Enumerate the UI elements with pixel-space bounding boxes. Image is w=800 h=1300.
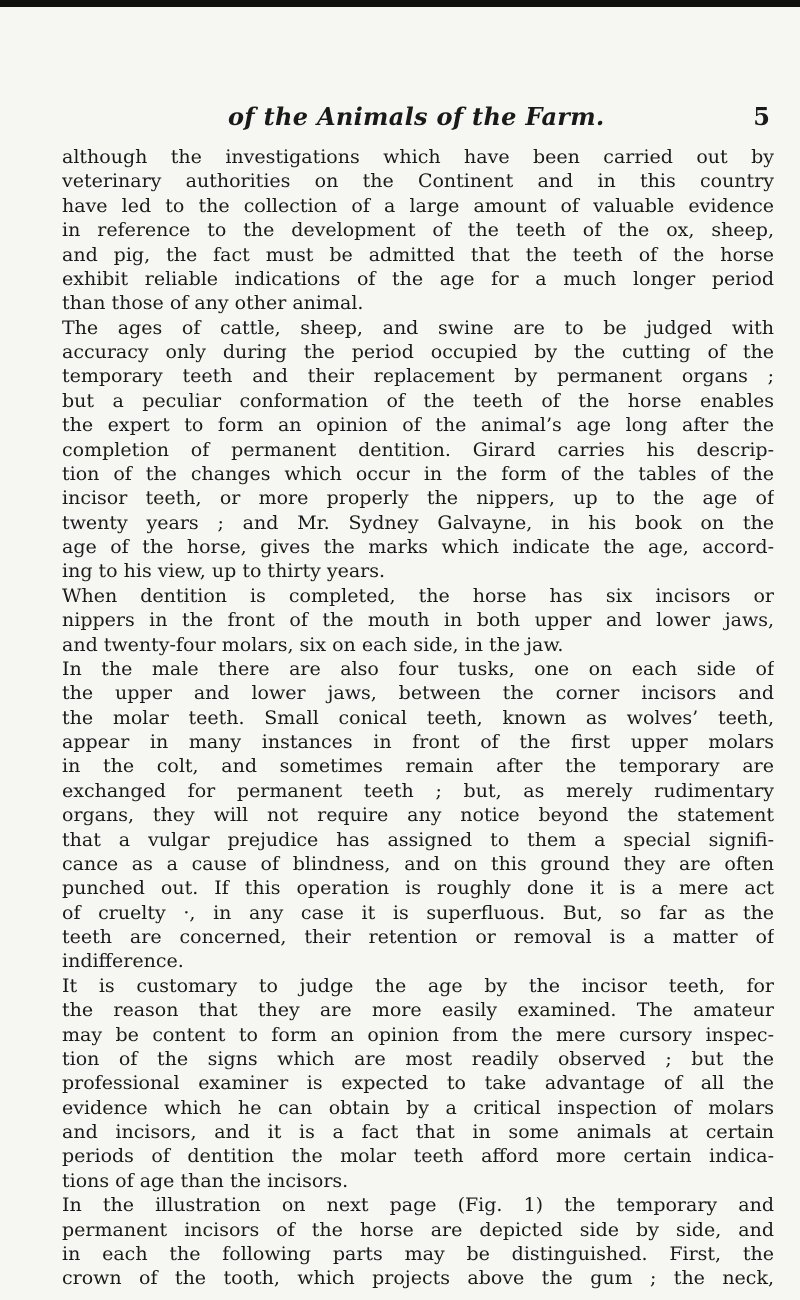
body-text (62, 145, 774, 1291)
text-line: completion of permanent dentition. Girard carries his descrip- (62, 438, 774, 461)
text-line: twenty years ; and Mr. Sydney Galvayne, in his book on the (62, 511, 774, 534)
text-line: than those of any other animal. (62, 292, 364, 315)
text-line: incisor teeth, or more properly the nippers, up to the age of (62, 487, 774, 510)
text-line: temporary teeth and their replacement by permanent organs ; (62, 365, 774, 388)
running-title: of the Animals of the Farm. (228, 102, 605, 131)
text-line: although the investigations which have been carried out by (62, 146, 774, 168)
text-line: ing to his view, up to thirty years. (62, 560, 386, 583)
running-head (62, 102, 774, 132)
text-line: tion of the signs which are most readily observed ; but the (62, 1047, 774, 1070)
text-line: and twenty-four molars, six on each side, in the jaw. (62, 633, 564, 656)
text-line: It is customary to judge the age by the incisor teeth, for (62, 974, 774, 997)
text-line: The ages of cattle, sheep, and swine are to be judged with (62, 316, 774, 339)
text-line: exhibit reliable indications of the age for a much longer period (62, 267, 774, 290)
text-line: teeth are concerned, their retention or removal is a matter of (62, 926, 774, 948)
text-line: and incisors, and it is a fact that in some animals at certain (62, 1121, 774, 1143)
text-line: professional examiner is expected to take advantage of all the (62, 1072, 774, 1095)
top-edge-rule (0, 0, 800, 7)
text-line: indifference. (62, 950, 184, 973)
text-line: punched out. If this operation is roughly done it is a mere act (62, 877, 774, 900)
text-line: have led to the collection of a large amount of valuable evidence (62, 194, 774, 217)
text-line: in the colt, and sometimes remain after the temporary are (62, 755, 774, 778)
text-line: crown of the tooth, which projects above the gum ; the neck, (62, 1267, 774, 1290)
text-line: In the illustration on next page (Fig. 1) the temporary and (62, 1194, 774, 1217)
text-line: organs, they will not require any notice beyond the statement (62, 804, 774, 827)
text-line: but a peculiar conformation of the teeth of the horse enables (62, 389, 774, 412)
text-line: evidence which he can obtain by a critical inspection of molars (62, 1096, 774, 1119)
text-line: periods of dentition the molar teeth afford more certain indica- (62, 1145, 774, 1168)
text-line: exchanged for permanent teeth ; but, as merely rudimentary (62, 779, 774, 802)
page-number: 5 (753, 102, 770, 131)
text-line: of cruelty ·, in any case it is superfluous. But, so far as the (62, 901, 774, 924)
text-line: tions of age than the incisors. (62, 1169, 349, 1192)
text-line: may be content to form an opinion from the mere cursory inspec- (62, 1023, 774, 1046)
text-line: nippers in the front of the mouth in both upper and lower jaws, (62, 609, 774, 632)
text-line: that a vulgar prejudice has assigned to them a special signifi- (62, 828, 774, 851)
text-line: veterinary authorities on the Continent and in this country (62, 170, 774, 193)
text-line: cance as a cause of blindness, and on this ground they are often (62, 852, 774, 875)
text-line: the molar teeth. Small conical teeth, known as wolves’ teeth, (62, 706, 774, 729)
text-line: In the male there are also four tusks, one on each side of (62, 657, 774, 680)
text-line: in each the following parts may be distinguished. First, the (62, 1242, 774, 1265)
text-line: accuracy only during the period occupied by the cutting of the (62, 341, 774, 363)
text-line: When dentition is completed, the horse has six incisors or (62, 584, 774, 607)
text-line: the upper and lower jaws, between the corner incisors and (62, 682, 774, 705)
text-line: permanent incisors of the horse are depicted side by side, and (62, 1218, 774, 1241)
text-line: and pig, the fact must be admitted that the teeth of the horse (62, 243, 774, 266)
text-line: tion of the changes which occur in the form of the tables of the (62, 462, 774, 485)
text-line: in reference to the development of the teeth of the ox, sheep, (62, 219, 774, 242)
text-line: the reason that they are more easily examined. The amateur (62, 999, 774, 1022)
text-line: the expert to form an opinion of the animal’s age long after the (62, 414, 774, 437)
text-line: age of the horse, gives the marks which indicate the age, accord- (62, 536, 774, 558)
text-line: appear in many instances in front of the first upper molars (62, 731, 774, 753)
